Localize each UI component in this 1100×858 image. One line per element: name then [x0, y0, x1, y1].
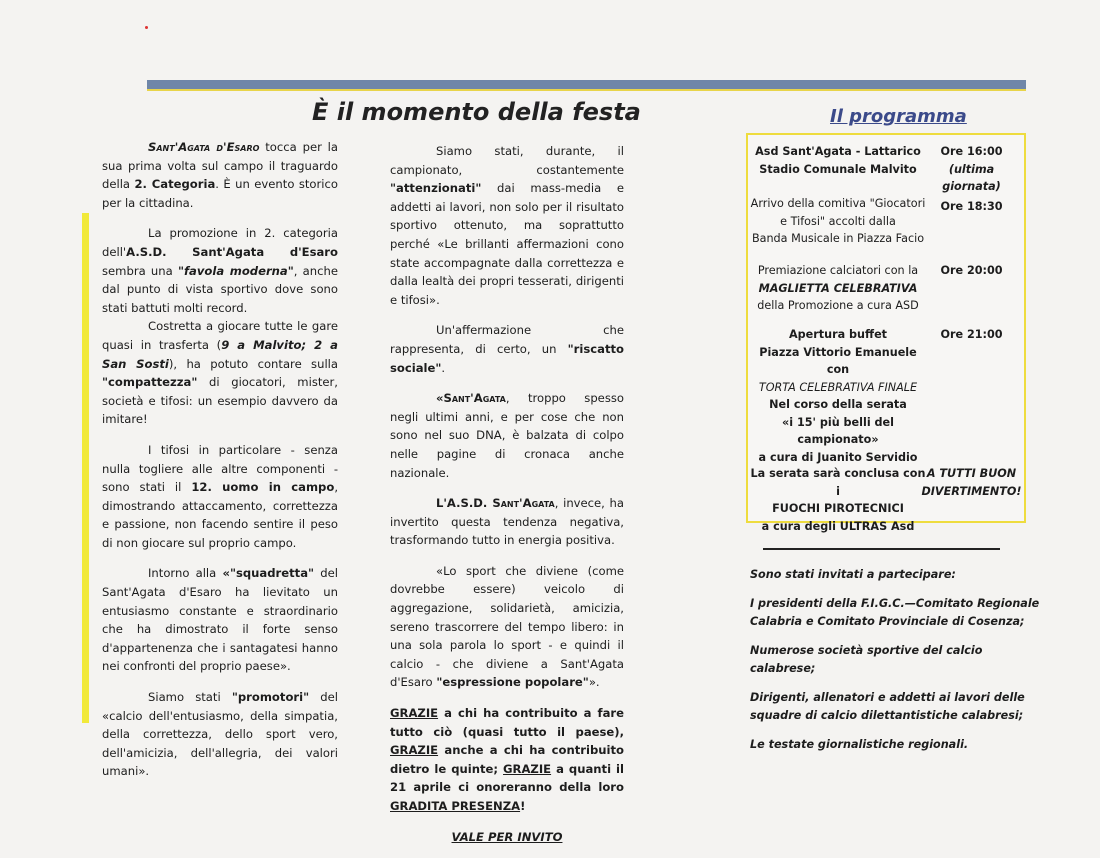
text: dai mass-media e addetti ai lavori, non solo per il risultato sportivo ottenuto, ma soprattutto perché «Le brillanti affermazioni cono state accompagnate dalla correttezza e dalla lealtà dei propri tesserati, dirigenti e tifosi». — [390, 181, 624, 307]
divider-line — [763, 548, 1000, 550]
text: tocca per la sua prima volta sul campo il traguardo della — [102, 140, 338, 192]
thanks-paragraph — [390, 704, 624, 816]
program-time: Ore 20:00 — [940, 264, 1003, 277]
text: "favola moderna" — [177, 263, 294, 278]
text: Stadio Comunale Malvito — [759, 162, 917, 176]
text: "compattezza" — [102, 375, 198, 390]
invited-item: Le testate giornalistiche regionali. — [750, 738, 969, 751]
text: FUOCHI PIROTECNICI — [772, 502, 904, 515]
programma-title: Il programma — [830, 106, 967, 127]
yellow-highlight-stripe — [82, 213, 89, 723]
text: A TUTTI BUON — [926, 467, 1017, 480]
text: a quanti il 21 aprile ci onoreranno della loro — [390, 761, 624, 795]
text: Nel corso della serata — [769, 398, 907, 411]
program-desc — [748, 143, 928, 178]
text: A.S.D. Sant'Agata d'Esaro — [126, 244, 338, 259]
town-name: Sant'Agata d'Esaro — [148, 140, 260, 154]
invited-list — [750, 566, 1050, 765]
text: . — [441, 360, 446, 375]
text: GRAZIE — [503, 761, 552, 776]
text: "promotori" — [231, 690, 310, 705]
text: «"squadretta" — [222, 566, 315, 581]
paragraph — [102, 564, 338, 676]
program-desc — [748, 195, 928, 248]
text: (ultima giornata) — [942, 162, 1001, 193]
text: La serata sarà conclusa con i — [750, 467, 926, 498]
text: a chi ha contribuito a fare tutto ciò (quasi tutto il paese), — [390, 706, 624, 739]
invited-heading: Sono stati invitati a partecipare: — [750, 568, 956, 581]
text: Asd Sant'Agata - Lattarico — [755, 145, 921, 158]
text: «Lo sport che diviene (come dovrebbe essere) veicolo di aggregazione, solidarietà, amicizia, sereno trascorrere del tempo libero: in una sola parola lo sport - e quindi il calcio - che diviene a Sant'Agata d'Esaro — [390, 563, 624, 690]
program-time: Ore 18:30 — [940, 200, 1003, 213]
text: GRAZIE — [390, 706, 439, 721]
article-column-1 — [102, 138, 338, 793]
text: a cura degli ULTRAS Asd — [761, 519, 915, 533]
text: Un'affermazione che rappresenta, di certo, un — [390, 323, 624, 356]
text: 9 a Malvito; 2 a San Sosti — [102, 337, 338, 371]
text: anche a chi ha contribuito dietro le quinte; — [390, 743, 624, 776]
text: del Sant'Agata d'Esaro ha lievitato un entusiasmo constante e straordinario che ha dimostrato il forte senso d'appartenenza che i santagatesi hanno nei confronti del proprio paese». — [102, 566, 338, 674]
program-time: Ore 21:00 — [940, 328, 1003, 341]
text: Siamo stati — [148, 690, 232, 705]
program-desc — [748, 326, 928, 466]
text: Intorno alla — [148, 566, 223, 581]
text: «i 15' più belli del campionato» — [782, 415, 894, 446]
text: , dimostrando attaccamento, correttezza e passione, non facendo sentire il peso di non giocare sul proprio campo. — [102, 480, 338, 550]
paragraph — [390, 494, 624, 550]
text: di giocatori, mister, società e tifosi: un esempio davvero da imitare! — [102, 375, 338, 427]
text: "espressione popolare" — [436, 675, 589, 690]
text: con — [826, 363, 850, 376]
text: GRAZIE — [390, 743, 439, 758]
text: Piazza Vittorio Emanuele — [759, 345, 917, 359]
invite-note: VALE PER INVITO — [451, 829, 563, 844]
text: MAGLIETTA CELEBRATIVA — [758, 281, 918, 295]
paragraph — [102, 317, 338, 429]
program-desc — [748, 262, 928, 315]
paragraph — [390, 321, 624, 377]
text: , anche dal punto di vista sportivo dove sono stati battuti molti record. — [102, 263, 338, 315]
text: Siamo stati, durante, il campionato, costantemente — [390, 144, 624, 177]
program-box — [746, 133, 1026, 533]
text: , troppo spesso negli ultimi anni, e per cose che non sono nel suo DNA, è balzata di colpo nelle pagine di cronaca anche nazionale. — [390, 391, 624, 480]
text: L'A.S.D. Sant'Agata — [436, 496, 555, 511]
text: I tifosi in particolare - senza nulla togliere alle altre componenti - sono stati il — [102, 442, 338, 495]
paragraph — [102, 441, 338, 553]
text: e Tifosi" accolti dalla — [780, 214, 896, 228]
text: Premiazione calciatori con la — [757, 264, 919, 277]
paragraph — [102, 688, 338, 781]
header-bar — [147, 80, 1026, 91]
text: Banda Musicale in Piazza Facio — [751, 232, 925, 245]
paragraph — [390, 562, 624, 692]
text: Ore 16:00 — [940, 145, 1003, 158]
paragraph — [390, 142, 624, 309]
text: «Sant'Agata — [436, 391, 506, 406]
red-mark — [145, 26, 148, 29]
paragraph — [390, 389, 624, 482]
text: Costretta a giocare tutte le gare quasi in trasferta ( — [102, 319, 338, 352]
invited-item: I presidenti della F.I.G.C.—Comitato Regionale Calabria e Comitato Provinciale di Cosenza; — [750, 597, 1040, 628]
article-column-2 — [390, 142, 624, 858]
text: Arrivo della comitiva "Giocatori — [750, 197, 926, 210]
text: sembra una — [102, 263, 178, 278]
text: ), ha potuto contare sulla — [168, 356, 338, 371]
text: 2. Categoria — [134, 177, 216, 192]
invited-item: Numerose società sportive del calcio calabrese; — [750, 644, 983, 675]
text: Apertura buffet — [788, 328, 888, 341]
text: "riscatto sociale" — [390, 341, 624, 375]
program-desc — [748, 465, 928, 535]
invited-item: Dirigenti, allenatori e addetti ai lavori delle squadre di calcio dilettantistiche calabresi; — [750, 691, 1025, 722]
text: "attenzionati" — [390, 181, 482, 196]
closing-greeting — [919, 465, 1024, 500]
text: GRADITA PRESENZA — [390, 799, 521, 813]
text: ! — [520, 799, 526, 813]
text: DIVERTIMENTO! — [921, 484, 1022, 498]
text: a cura di Juanito Servidio — [758, 450, 918, 464]
text: della Promozione a cura ASD — [757, 299, 919, 312]
text: ». — [588, 675, 600, 690]
page-title: È il momento della festa — [312, 98, 641, 126]
text: La promozione in 2. categoria dell' — [102, 226, 338, 259]
text: TORTA CELEBRATIVA FINALE — [758, 380, 918, 394]
paragraph — [102, 138, 338, 212]
text: , invece, ha invertito questa tendenza negativa, trasformando tutto in energia positiva. — [390, 496, 624, 548]
paragraph — [102, 224, 338, 317]
text: . È un evento storico per la cittadina. — [102, 177, 338, 210]
program-time — [919, 143, 1024, 196]
text: del «calcio dell'entusiasmo, della simpatia, della correttezza, dello sport vero, dell'amicizia, dell'allegria, dei valori umani». — [102, 690, 338, 779]
text: 12. uomo in campo — [191, 480, 335, 495]
